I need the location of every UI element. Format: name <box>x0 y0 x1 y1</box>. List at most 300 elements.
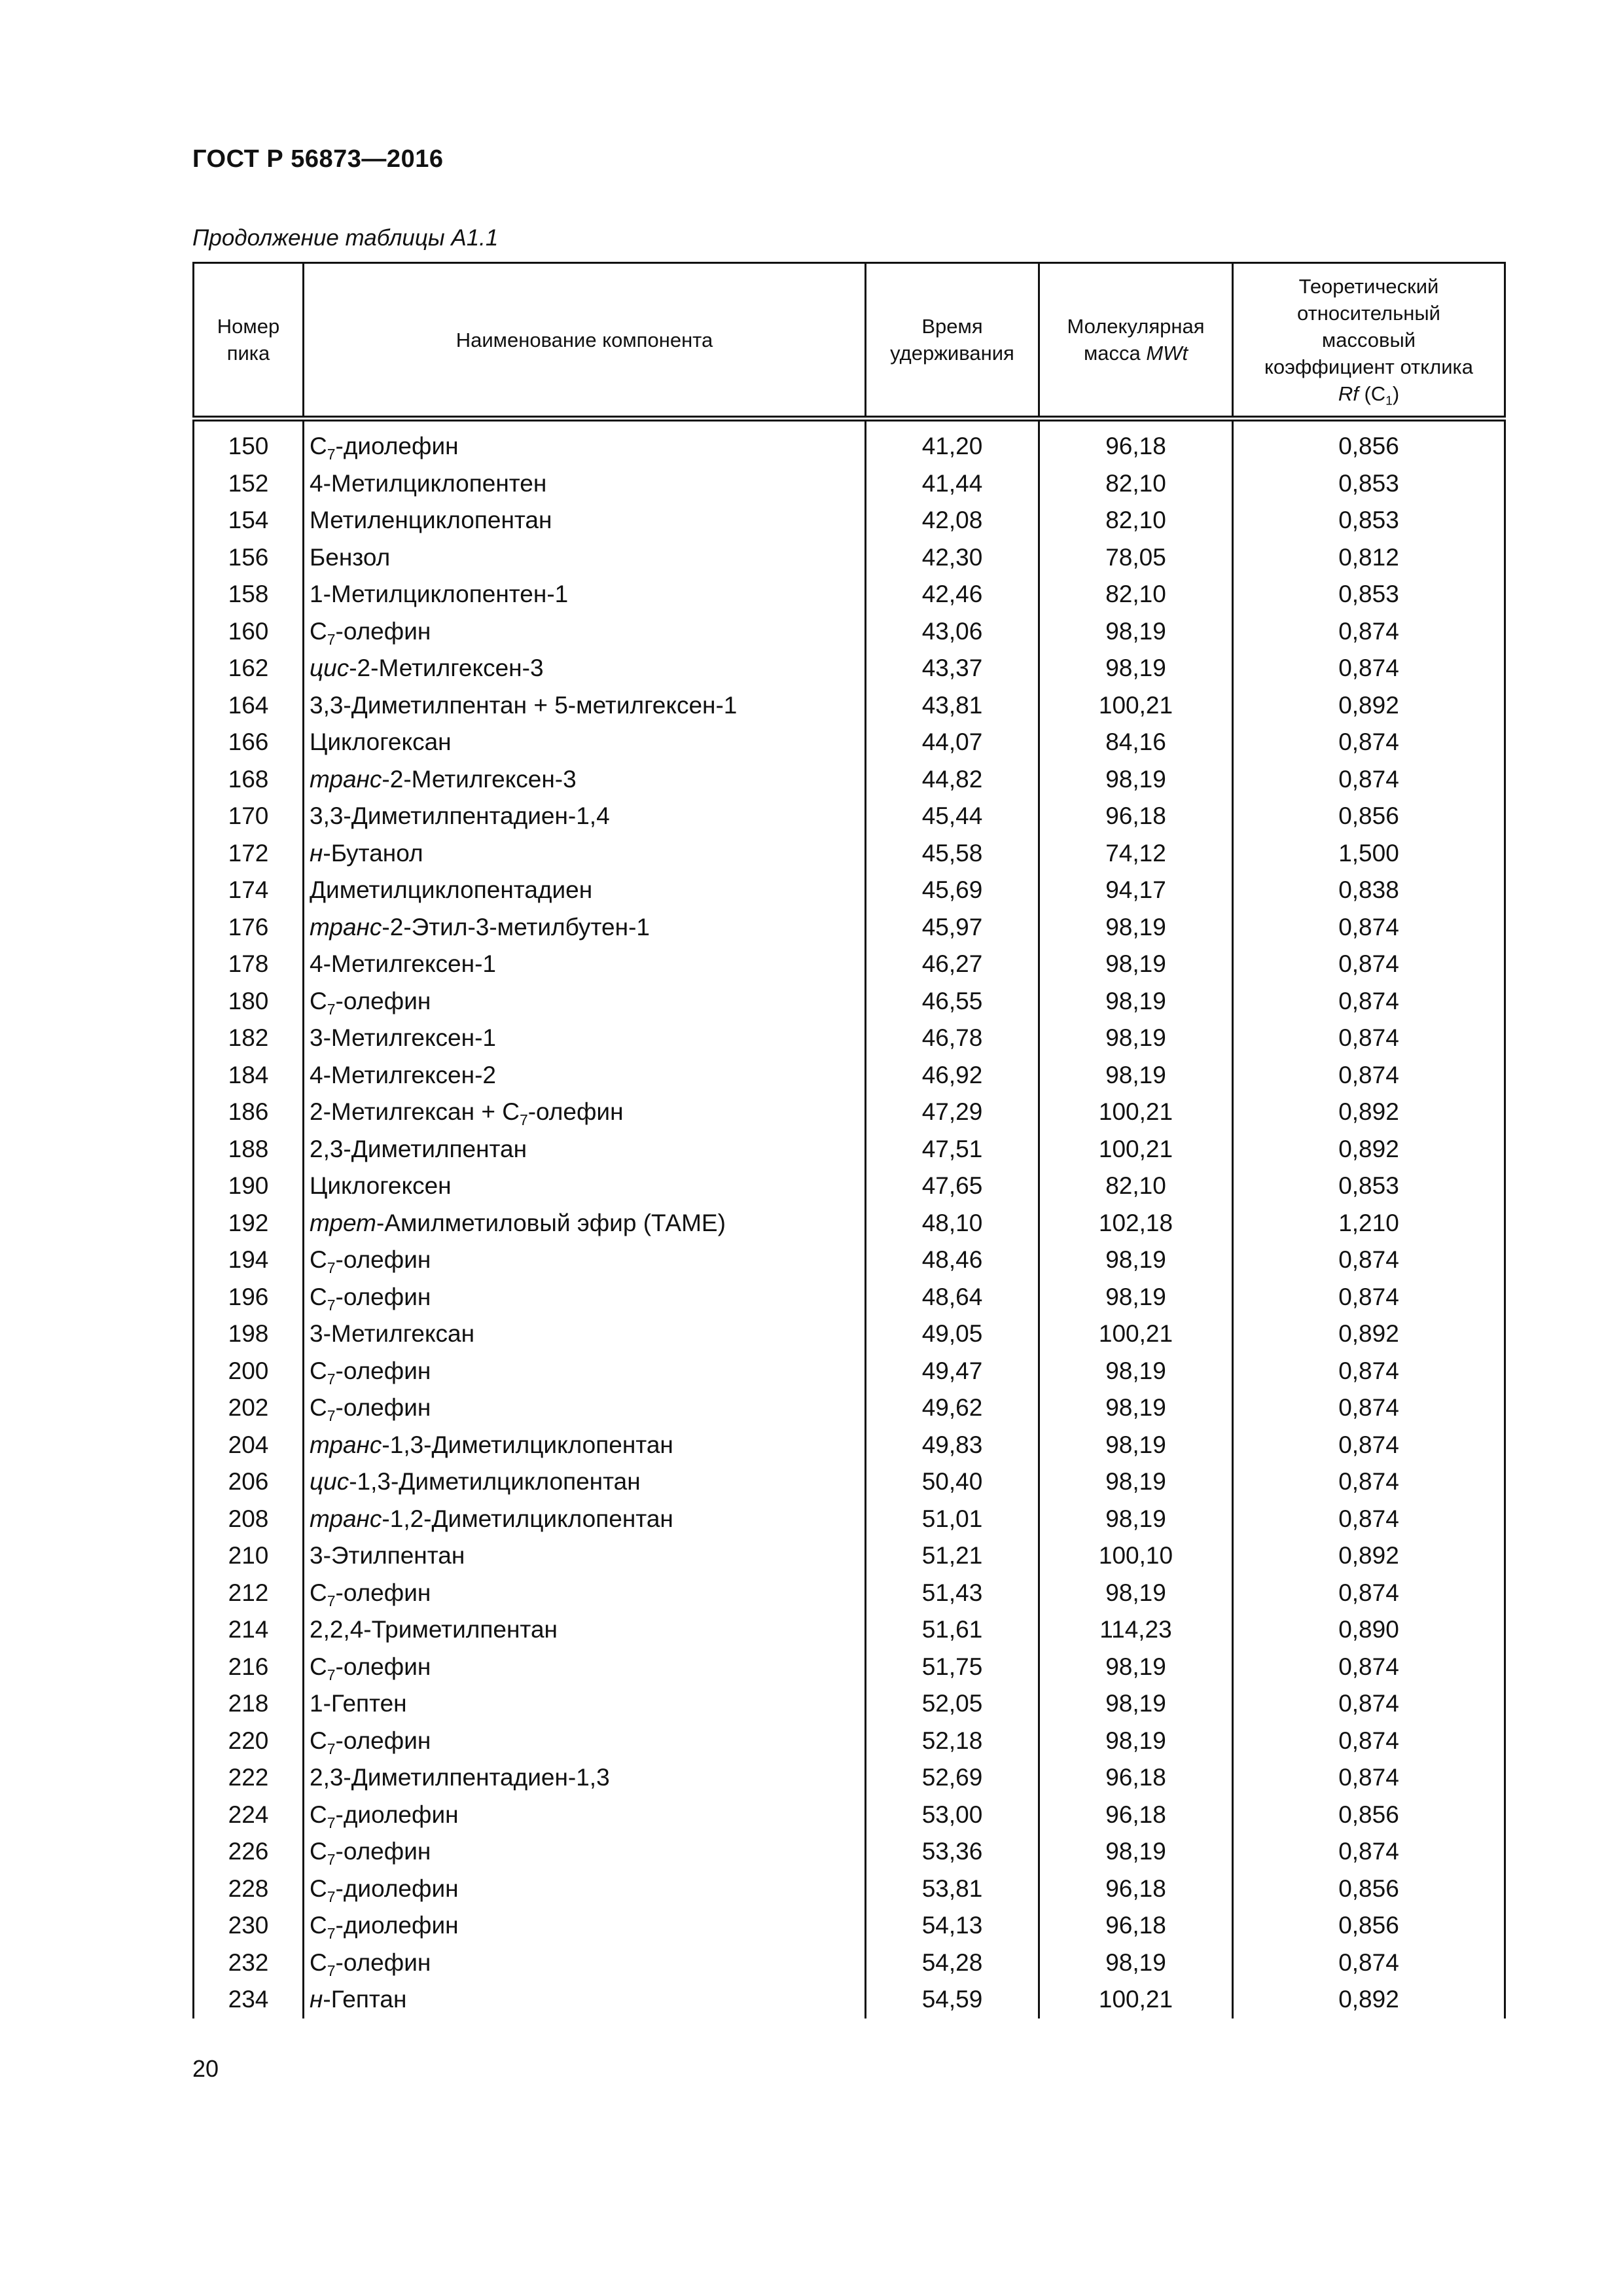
retention-time-cell: 49,83 <box>866 1427 1039 1464</box>
name-main: 2,3-Диметилпентан <box>310 1135 527 1162</box>
components-table <box>192 262 1506 2018</box>
molecular-mass-cell: 98,19 <box>1039 1353 1233 1390</box>
name-suffix: -олефин <box>335 1838 431 1865</box>
molecular-mass-cell: 98,19 <box>1039 761 1233 798</box>
component-name-cell <box>304 1723 866 1760</box>
retention-time-cell: 47,51 <box>866 1131 1039 1168</box>
peak-number-cell: 166 <box>194 724 304 761</box>
response-factor-cell: 0,892 <box>1233 1316 1505 1353</box>
molecular-mass-cell: 96,18 <box>1039 1797 1233 1834</box>
response-factor-cell: 0,853 <box>1233 576 1505 613</box>
response-factor-cell: 0,812 <box>1233 539 1505 577</box>
name-prefix: транс <box>310 913 382 941</box>
retention-time-cell: 41,44 <box>866 465 1039 503</box>
name-main: C <box>310 987 327 1014</box>
molecular-mass-cell: 82,10 <box>1039 502 1233 539</box>
retention-time-cell: 44,07 <box>866 724 1039 761</box>
name-main: -2-Метилгексен-3 <box>349 655 544 682</box>
retention-time-cell: 49,47 <box>866 1353 1039 1390</box>
column-header-peak-number <box>194 263 304 419</box>
component-name-cell <box>304 1575 866 1612</box>
retention-time-cell: 51,21 <box>866 1537 1039 1575</box>
header-text: (C <box>1358 382 1386 405</box>
retention-time-cell: 45,97 <box>866 909 1039 946</box>
response-factor-cell: 0,874 <box>1233 1759 1505 1797</box>
peak-number-cell: 196 <box>194 1279 304 1316</box>
table-row <box>194 1759 1505 1797</box>
name-subscript: 7 <box>327 1296 336 1314</box>
name-subscript: 7 <box>519 1111 528 1129</box>
component-name-cell <box>304 1685 866 1723</box>
name-suffix: -олефин <box>335 1948 431 1976</box>
name-prefix: н <box>310 839 323 867</box>
peak-number-cell: 212 <box>194 1575 304 1612</box>
name-suffix: -диолефин <box>335 433 459 460</box>
table-row <box>194 1833 1505 1871</box>
header-text: Номер <box>217 315 280 338</box>
molecular-mass-cell: 100,10 <box>1039 1537 1233 1575</box>
name-main: Диметилциклопентадиен <box>310 876 593 904</box>
component-name-cell <box>304 1611 866 1649</box>
response-factor-cell: 0,892 <box>1233 1131 1505 1168</box>
name-main: -1,3-Диметилциклопентан <box>349 1468 641 1496</box>
response-factor-cell: 0,874 <box>1233 909 1505 946</box>
peak-number-cell: 200 <box>194 1353 304 1390</box>
peak-number-cell: 190 <box>194 1168 304 1205</box>
component-name-cell <box>304 1353 866 1390</box>
retention-time-cell: 43,06 <box>866 613 1039 651</box>
peak-number-cell: 234 <box>194 1981 304 2018</box>
molecular-mass-cell: 98,19 <box>1039 946 1233 983</box>
peak-number-cell: 220 <box>194 1723 304 1760</box>
name-main: 3,3-Диметилпентадиен-1,4 <box>310 802 610 830</box>
table-row <box>194 576 1505 613</box>
molecular-mass-cell: 94,17 <box>1039 872 1233 909</box>
peak-number-cell: 188 <box>194 1131 304 1168</box>
component-name-cell <box>304 650 866 687</box>
table-row <box>194 724 1505 761</box>
name-suffix: -олефин <box>335 617 431 645</box>
name-prefix: транс <box>310 765 382 793</box>
table-row <box>194 1279 1505 1316</box>
name-suffix: -олефин <box>335 1653 431 1680</box>
retention-time-cell: 53,36 <box>866 1833 1039 1871</box>
name-main: 4-Метилциклопентен <box>310 469 547 497</box>
retention-time-cell: 54,59 <box>866 1981 1039 2018</box>
molecular-mass-cell: 82,10 <box>1039 465 1233 503</box>
retention-time-cell: 43,37 <box>866 650 1039 687</box>
name-main: Циклогексан <box>310 728 452 756</box>
name-main: -1,3-Диметилциклопентан <box>382 1431 673 1458</box>
retention-time-cell: 46,27 <box>866 946 1039 983</box>
retention-time-cell: 42,46 <box>866 576 1039 613</box>
table-row <box>194 465 1505 503</box>
component-name-cell <box>304 1390 866 1427</box>
retention-time-cell: 48,46 <box>866 1242 1039 1279</box>
molecular-mass-cell: 98,19 <box>1039 1020 1233 1057</box>
table-row <box>194 687 1505 725</box>
molecular-mass-cell: 96,18 <box>1039 419 1233 465</box>
component-name-cell <box>304 1131 866 1168</box>
molecular-mass-cell: 102,18 <box>1039 1205 1233 1242</box>
retention-time-cell: 42,30 <box>866 539 1039 577</box>
name-subscript: 7 <box>327 1814 336 1831</box>
response-factor-cell: 1,500 <box>1233 835 1505 872</box>
name-suffix: -олефин <box>335 1727 431 1754</box>
component-name-cell <box>304 539 866 577</box>
header-text: ) <box>1392 382 1400 405</box>
retention-time-cell: 46,92 <box>866 1057 1039 1094</box>
table-body <box>194 419 1505 2018</box>
peak-number-cell: 174 <box>194 872 304 909</box>
header-text: массовый <box>1321 328 1416 351</box>
molecular-mass-cell: 98,19 <box>1039 1723 1233 1760</box>
column-header-retention-time <box>866 263 1039 419</box>
molecular-mass-cell: 98,19 <box>1039 1685 1233 1723</box>
name-subscript: 7 <box>327 1407 336 1425</box>
name-subscript: 7 <box>327 1592 336 1609</box>
response-factor-cell: 0,856 <box>1233 1871 1505 1908</box>
peak-number-cell: 154 <box>194 502 304 539</box>
retention-time-cell: 47,29 <box>866 1094 1039 1131</box>
response-factor-cell: 0,874 <box>1233 1723 1505 1760</box>
page-number: 20 <box>192 2055 219 2082</box>
retention-time-cell: 52,18 <box>866 1723 1039 1760</box>
table-row <box>194 1242 1505 1279</box>
molecular-mass-cell: 96,18 <box>1039 1871 1233 1908</box>
component-name-cell <box>304 1759 866 1797</box>
molecular-mass-cell: 98,19 <box>1039 650 1233 687</box>
table-row <box>194 1316 1505 1353</box>
table-row <box>194 419 1505 465</box>
peak-number-cell: 172 <box>194 835 304 872</box>
molecular-mass-cell: 74,12 <box>1039 835 1233 872</box>
retention-time-cell: 52,69 <box>866 1759 1039 1797</box>
name-suffix: -диолефин <box>335 1912 459 1939</box>
molecular-mass-cell: 100,21 <box>1039 687 1233 725</box>
table-row <box>194 650 1505 687</box>
peak-number-cell: 186 <box>194 1094 304 1131</box>
peak-number-cell: 178 <box>194 946 304 983</box>
response-factor-cell: 0,874 <box>1233 613 1505 651</box>
name-suffix: -олефин <box>335 1357 431 1384</box>
table-row <box>194 946 1505 983</box>
header-text: Молекулярная <box>1067 315 1205 338</box>
name-main: C <box>310 617 327 645</box>
peak-number-cell: 204 <box>194 1427 304 1464</box>
peak-number-cell: 162 <box>194 650 304 687</box>
name-main: 2,2,4-Триметилпентан <box>310 1616 558 1643</box>
component-name-cell <box>304 1981 866 2018</box>
name-prefix: н <box>310 1986 323 2013</box>
name-main: 2,3-Диметилпентадиен-1,3 <box>310 1764 610 1791</box>
response-factor-cell: 1,210 <box>1233 1205 1505 1242</box>
table-row <box>194 613 1505 651</box>
table-row <box>194 1649 1505 1686</box>
name-subscript: 7 <box>327 1370 336 1388</box>
table-row <box>194 1871 1505 1908</box>
component-name-cell <box>304 909 866 946</box>
retention-time-cell: 51,43 <box>866 1575 1039 1612</box>
peak-number-cell: 164 <box>194 687 304 725</box>
table-row <box>194 1205 1505 1242</box>
table-row <box>194 761 1505 798</box>
response-factor-cell: 0,856 <box>1233 1907 1505 1945</box>
name-main: C <box>310 1653 327 1680</box>
peak-number-cell: 224 <box>194 1797 304 1834</box>
response-factor-cell: 0,874 <box>1233 1020 1505 1057</box>
name-main: 4-Метилгексен-1 <box>310 950 496 978</box>
header-text: Теоретический <box>1298 274 1439 298</box>
name-suffix: -олефин <box>335 1283 431 1310</box>
response-factor-cell: 0,890 <box>1233 1611 1505 1649</box>
name-main: C <box>310 1874 327 1902</box>
response-factor-cell: 0,874 <box>1233 761 1505 798</box>
table-caption: Продолжение таблицы А1.1 <box>192 225 499 251</box>
header-text: пика <box>226 342 270 365</box>
component-name-cell <box>304 1279 866 1316</box>
peak-number-cell: 180 <box>194 983 304 1020</box>
name-subscript: 7 <box>327 1740 336 1757</box>
component-name-cell <box>304 946 866 983</box>
component-name-cell <box>304 798 866 835</box>
name-subscript: 7 <box>327 446 336 463</box>
component-name-cell <box>304 419 866 465</box>
name-main: Метиленциклопентан <box>310 507 552 534</box>
molecular-mass-cell: 98,19 <box>1039 983 1233 1020</box>
header-subscript: 1 <box>1385 394 1393 408</box>
component-name-cell <box>304 835 866 872</box>
table-row <box>194 1353 1505 1390</box>
response-factor-cell: 0,874 <box>1233 1427 1505 1464</box>
molecular-mass-cell: 98,19 <box>1039 1279 1233 1316</box>
component-name-cell <box>304 1057 866 1094</box>
peak-number-cell: 176 <box>194 909 304 946</box>
table-row <box>194 1945 1505 1982</box>
retention-time-cell: 49,62 <box>866 1390 1039 1427</box>
molecular-mass-cell: 98,19 <box>1039 1501 1233 1538</box>
molecular-mass-cell: 98,19 <box>1039 909 1233 946</box>
table-row <box>194 1575 1505 1612</box>
molecular-mass-cell: 100,21 <box>1039 1316 1233 1353</box>
retention-time-cell: 50,40 <box>866 1463 1039 1501</box>
name-subscript: 7 <box>327 1962 336 1979</box>
response-factor-cell: 0,874 <box>1233 1649 1505 1686</box>
name-main: 1-Метилциклопентен-1 <box>310 581 569 608</box>
response-factor-cell: 0,874 <box>1233 1390 1505 1427</box>
component-name-cell <box>304 576 866 613</box>
component-name-cell <box>304 761 866 798</box>
peak-number-cell: 206 <box>194 1463 304 1501</box>
name-prefix: транс <box>310 1431 382 1458</box>
peak-number-cell: 226 <box>194 1833 304 1871</box>
component-name-cell <box>304 687 866 725</box>
molecular-mass-cell: 100,21 <box>1039 1094 1233 1131</box>
component-name-cell <box>304 1501 866 1538</box>
retention-time-cell: 45,58 <box>866 835 1039 872</box>
peak-number-cell: 214 <box>194 1611 304 1649</box>
table-row <box>194 1981 1505 2018</box>
table-row <box>194 502 1505 539</box>
name-subscript: 7 <box>327 1925 336 1943</box>
name-main: C <box>310 433 327 460</box>
response-factor-cell: 0,892 <box>1233 1537 1505 1575</box>
name-subscript: 7 <box>327 1666 336 1683</box>
molecular-mass-cell: 82,10 <box>1039 1168 1233 1205</box>
name-main: 2-Метилгексан + C <box>310 1098 520 1126</box>
column-header-component-name <box>304 263 866 419</box>
response-factor-cell: 0,856 <box>1233 798 1505 835</box>
retention-time-cell: 46,55 <box>866 983 1039 1020</box>
peak-number-cell: 192 <box>194 1205 304 1242</box>
component-name-cell <box>304 1427 866 1464</box>
table-row <box>194 872 1505 909</box>
component-name-cell <box>304 1945 866 1982</box>
molecular-mass-cell: 96,18 <box>1039 1907 1233 1945</box>
molecular-mass-cell: 98,19 <box>1039 1833 1233 1871</box>
response-factor-cell: 0,838 <box>1233 872 1505 909</box>
peak-number-cell: 194 <box>194 1242 304 1279</box>
response-factor-cell: 0,874 <box>1233 1353 1505 1390</box>
response-factor-cell: 0,874 <box>1233 1242 1505 1279</box>
response-factor-cell: 0,892 <box>1233 687 1505 725</box>
retention-time-cell: 41,20 <box>866 419 1039 465</box>
component-name-cell <box>304 1871 866 1908</box>
peak-number-cell: 158 <box>194 576 304 613</box>
name-main: C <box>310 1394 327 1422</box>
component-name-cell <box>304 1907 866 1945</box>
header-text: удерживания <box>890 342 1014 365</box>
name-main: C <box>310 1838 327 1865</box>
peak-number-cell: 170 <box>194 798 304 835</box>
table-row <box>194 835 1505 872</box>
component-name-cell <box>304 1242 866 1279</box>
table-row <box>194 1537 1505 1575</box>
molecular-mass-cell: 84,16 <box>1039 724 1233 761</box>
component-name-cell <box>304 1205 866 1242</box>
response-factor-cell: 0,874 <box>1233 724 1505 761</box>
name-suffix: -олефин <box>335 987 431 1014</box>
peak-number-cell: 222 <box>194 1759 304 1797</box>
molecular-mass-cell: 98,19 <box>1039 613 1233 651</box>
name-subscript: 7 <box>327 1888 336 1905</box>
response-factor-cell: 0,874 <box>1233 1463 1505 1501</box>
response-factor-cell: 0,874 <box>1233 1057 1505 1094</box>
retention-time-cell: 47,65 <box>866 1168 1039 1205</box>
molecular-mass-cell: 98,19 <box>1039 1463 1233 1501</box>
name-main: C <box>310 1579 327 1606</box>
molecular-mass-cell: 98,19 <box>1039 1427 1233 1464</box>
peak-number-cell: 208 <box>194 1501 304 1538</box>
header-text: масса <box>1083 342 1147 365</box>
component-name-cell <box>304 724 866 761</box>
standard-designation: ГОСТ Р 56873—2016 <box>192 145 444 173</box>
retention-time-cell: 53,00 <box>866 1797 1039 1834</box>
molecular-mass-cell: 100,21 <box>1039 1131 1233 1168</box>
peak-number-cell: 230 <box>194 1907 304 1945</box>
retention-time-cell: 52,05 <box>866 1685 1039 1723</box>
table-row <box>194 1057 1505 1094</box>
name-main: C <box>310 1727 327 1754</box>
peak-number-cell: 150 <box>194 419 304 465</box>
table-header <box>194 263 1505 419</box>
molecular-mass-cell: 78,05 <box>1039 539 1233 577</box>
retention-time-cell: 48,64 <box>866 1279 1039 1316</box>
peak-number-cell: 198 <box>194 1316 304 1353</box>
table-row <box>194 1020 1505 1057</box>
molecular-mass-cell: 98,19 <box>1039 1575 1233 1612</box>
response-factor-cell: 0,874 <box>1233 1685 1505 1723</box>
name-main: Циклогексен <box>310 1172 452 1200</box>
name-main: C <box>310 1283 327 1310</box>
name-main: C <box>310 1246 327 1274</box>
header-text: коэффициент отклика <box>1264 355 1474 378</box>
name-main: C <box>310 1912 327 1939</box>
molecular-mass-cell: 114,23 <box>1039 1611 1233 1649</box>
table-row <box>194 1501 1505 1538</box>
component-name-cell <box>304 1168 866 1205</box>
name-main: 3-Метилгексен-1 <box>310 1024 496 1052</box>
retention-time-cell: 48,10 <box>866 1205 1039 1242</box>
name-main: C <box>310 1948 327 1976</box>
name-suffix: -диолефин <box>335 1801 459 1828</box>
table-row <box>194 1685 1505 1723</box>
peak-number-cell: 228 <box>194 1871 304 1908</box>
name-main: -2-Этил-3-метилбутен-1 <box>382 913 650 941</box>
header-text: относительный <box>1297 301 1440 325</box>
name-main: -Гептан <box>323 1986 407 2013</box>
retention-time-cell: 51,61 <box>866 1611 1039 1649</box>
name-main: -2-Метилгексен-3 <box>382 765 577 793</box>
name-subscript: 7 <box>327 1000 336 1018</box>
header-text: Время <box>921 315 983 338</box>
molecular-mass-cell: 98,19 <box>1039 1057 1233 1094</box>
header-text: Rf <box>1338 382 1359 405</box>
column-header-response-factor <box>1233 263 1505 419</box>
component-name-cell <box>304 1020 866 1057</box>
component-name-cell <box>304 1316 866 1353</box>
response-factor-cell: 0,892 <box>1233 1094 1505 1131</box>
name-main: 3-Метилгексан <box>310 1320 475 1348</box>
component-name-cell <box>304 613 866 651</box>
name-suffix: -диолефин <box>335 1874 459 1902</box>
name-main: -Амилметиловый эфир (ТАМЕ) <box>376 1209 726 1236</box>
molecular-mass-cell: 98,19 <box>1039 1945 1233 1982</box>
table-row <box>194 1094 1505 1131</box>
name-suffix: -олефин <box>335 1579 431 1606</box>
table-row <box>194 1797 1505 1834</box>
molecular-mass-cell: 98,19 <box>1039 1390 1233 1427</box>
peak-number-cell: 160 <box>194 613 304 651</box>
peak-number-cell: 232 <box>194 1945 304 1982</box>
retention-time-cell: 43,81 <box>866 687 1039 725</box>
response-factor-cell: 0,874 <box>1233 983 1505 1020</box>
name-main: -1,2-Диметилциклопентан <box>382 1505 673 1532</box>
molecular-mass-cell: 98,19 <box>1039 1649 1233 1686</box>
component-name-cell <box>304 872 866 909</box>
table-row <box>194 1427 1505 1464</box>
retention-time-cell: 51,75 <box>866 1649 1039 1686</box>
component-name-cell <box>304 1797 866 1834</box>
retention-time-cell: 54,28 <box>866 1945 1039 1982</box>
molecular-mass-cell: 100,21 <box>1039 1981 1233 2018</box>
name-main: -Бутанол <box>323 839 423 867</box>
response-factor-cell: 0,892 <box>1233 1981 1505 2018</box>
peak-number-cell: 210 <box>194 1537 304 1575</box>
name-main: 3,3-Диметилпентан + 5-метилгексен-1 <box>310 691 738 719</box>
header-text: MWt <box>1146 342 1188 365</box>
component-name-cell <box>304 1833 866 1871</box>
